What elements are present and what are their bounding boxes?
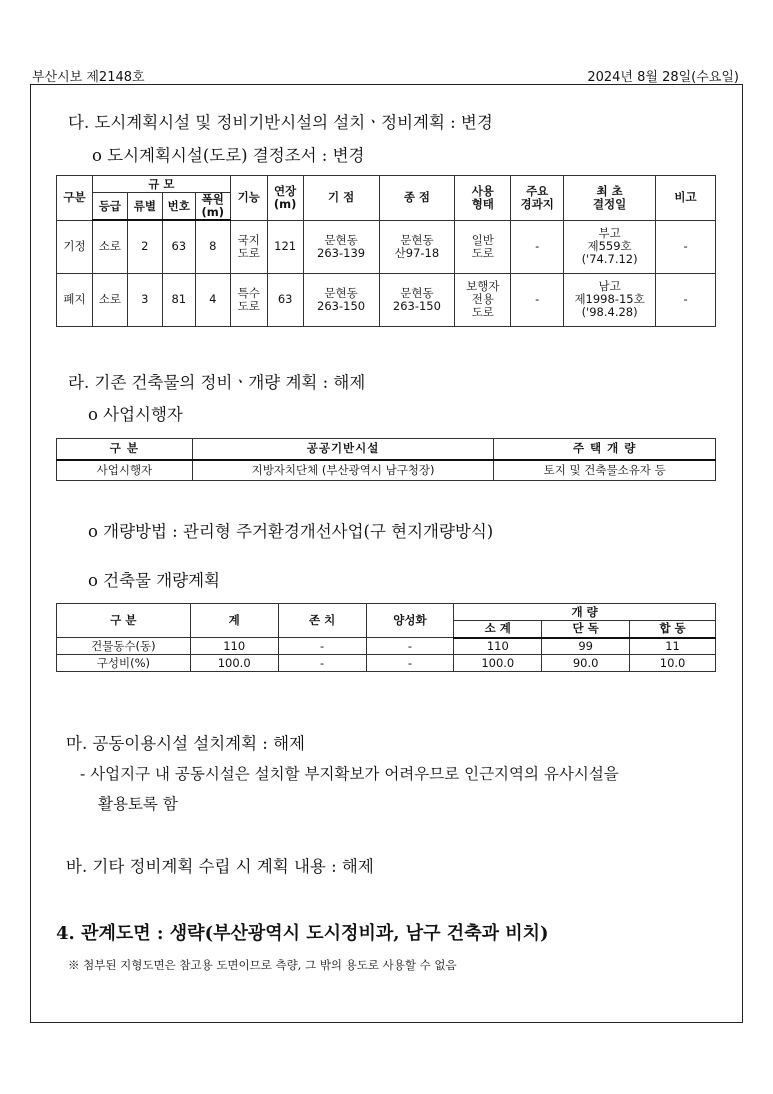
cell: 63: [267, 273, 303, 326]
cell: 110: [454, 638, 542, 655]
col-remark: 비고: [656, 176, 716, 221]
col-scale: 규 모: [92, 176, 230, 193]
section-da-title: 다. 도시계획시설 및 정비기반시설의 설치ㆍ정비계획 : 변경: [68, 113, 493, 132]
col-single: 단 독: [542, 621, 630, 638]
operator-table: [56, 438, 716, 481]
col-length: 연장 (m): [267, 176, 303, 221]
section-da-sub: o 도시계획시설(도로) 결정조서 : 변경: [92, 146, 365, 165]
cell: 건물동수(동): [57, 638, 191, 655]
col-end: 종 점: [379, 176, 455, 221]
cell: -: [366, 655, 454, 672]
cell: 남고 제1998-15호 ('98.4.28): [564, 273, 656, 326]
cell: -: [656, 220, 716, 273]
col-usage: 사용 형태: [455, 176, 511, 221]
col-subtotal: 소 계: [454, 621, 542, 638]
cell: 90.0: [542, 655, 630, 672]
col-preserve: 존 치: [278, 604, 366, 638]
cell: 3: [127, 273, 162, 326]
col-gubun: 구 분: [57, 439, 193, 460]
cell: 소로: [92, 273, 127, 326]
cell: 폐지: [57, 273, 93, 326]
col-public-infra: 공공기반시설: [192, 439, 494, 460]
cell: 121: [267, 220, 303, 273]
section-4-title: 4. 관계도면 : 생략(부산광역시 도시정비과, 남구 건축과 비치): [56, 923, 549, 944]
cell: 문현동 산97-18: [379, 220, 455, 273]
col-gubun: 구 분: [57, 604, 191, 638]
building-plan-table: [56, 603, 716, 672]
col-number: 번호: [162, 193, 195, 221]
section-ra-sub-building: o 건축물 개량계획: [88, 571, 220, 590]
col-grade: 등급: [92, 193, 127, 221]
cell: 11: [630, 638, 716, 655]
table-row: [57, 638, 716, 655]
col-positive: 양성화: [366, 604, 454, 638]
cell: -: [511, 273, 564, 326]
cell: 10.0: [630, 655, 716, 672]
col-class: 류별: [127, 193, 162, 221]
cell: -: [656, 273, 716, 326]
table-row: [57, 655, 716, 672]
cell: 지방자치단체 (부산광역시 남구청장): [192, 460, 494, 481]
section-ra-sub-method: o 개량방법 : 관리형 주거환경개선사업(구 현지개량방식): [88, 522, 494, 541]
col-total: 계: [190, 604, 278, 638]
cell: 국지 도로: [230, 220, 267, 273]
cell: -: [511, 220, 564, 273]
table-row: [57, 220, 716, 273]
cell: 일반 도로: [455, 220, 511, 273]
cell: 문현동 263-150: [379, 273, 455, 326]
col-via: 주요 경과지: [511, 176, 564, 221]
cell: 특수 도로: [230, 273, 267, 326]
col-improve: 개 량: [454, 604, 716, 621]
cell: 문현동 263-150: [303, 273, 379, 326]
cell: 구성비(%): [57, 655, 191, 672]
cell: 기정: [57, 220, 93, 273]
col-width: 폭원 (m): [195, 193, 230, 221]
cell: 4: [195, 273, 230, 326]
section-ra-title: 라. 기존 건축물의 정비ㆍ개량 계획 : 해제: [68, 373, 366, 392]
cell: 8: [195, 220, 230, 273]
col-gubun: 구분: [57, 176, 93, 221]
cell: 100.0: [454, 655, 542, 672]
cell: 81: [162, 273, 195, 326]
bulletin-date: 2024년 8월 28일(수요일): [587, 70, 739, 85]
cell: 110: [190, 638, 278, 655]
cell: -: [366, 638, 454, 655]
cell: 사업시행자: [57, 460, 193, 481]
section-4-note: ※ 첨부된 지형도면은 참고용 도면이므로 측량, 그 밖의 용도로 사용할 수 없음: [68, 958, 457, 972]
cell: -: [278, 638, 366, 655]
road-decision-table: [56, 175, 716, 327]
table-row: [57, 273, 716, 326]
col-housing: 주 택 개 량: [494, 439, 716, 460]
cell: 2: [127, 220, 162, 273]
cell: 100.0: [190, 655, 278, 672]
col-joint: 합 동: [630, 621, 716, 638]
table-row: [57, 460, 716, 481]
cell: 63: [162, 220, 195, 273]
cell: 문현동 263-139: [303, 220, 379, 273]
cell: -: [278, 655, 366, 672]
section-ma-line2: 활용토록 함: [98, 795, 178, 813]
section-ma-title: 마. 공동이용시설 설치계획 : 해제: [66, 734, 305, 753]
cell: 부고 제559호 ('74.7.12): [564, 220, 656, 273]
section-ra-sub-operator: o 사업시행자: [88, 405, 183, 424]
cell: 99: [542, 638, 630, 655]
cell: 토지 및 건축물소유자 등: [494, 460, 716, 481]
section-ma-line1: - 사업지구 내 공동시설은 설치할 부지확보가 어려우므로 인근지역의 유사시설을: [80, 765, 619, 783]
col-function: 기능: [230, 176, 267, 221]
section-ba-title: 바. 기타 정비계획 수립 시 계획 내용 : 해제: [66, 857, 374, 876]
cell: 보행자 전용 도로: [455, 273, 511, 326]
col-first-decision: 최 초 결정일: [564, 176, 656, 221]
col-start: 기 점: [303, 176, 379, 221]
bulletin-issue: 부산시보 제2148호: [32, 70, 145, 85]
cell: 소로: [92, 220, 127, 273]
